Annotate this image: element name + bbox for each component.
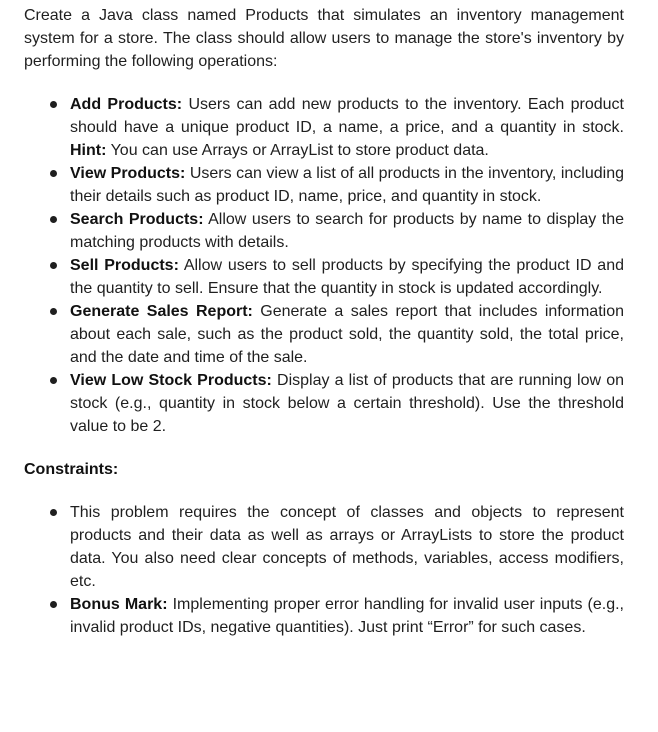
- list-item-search-products: [70, 208, 624, 254]
- list-item-add-products: [70, 93, 624, 162]
- operations-list: [24, 93, 624, 438]
- sell-products-label: Sell Products:: [70, 257, 179, 274]
- sales-report-text: Generate a sales report that includes information about each sale, such as the product sold, the quantity sold, the total price, and the date and time of the sale.: [70, 303, 624, 366]
- bonus-mark-label: Bonus Mark:: [70, 596, 168, 613]
- intro-paragraph: Create a Java class named Products that simulates an inventory management system for a store. The class should allow users to manage the store's inventory by performing the following operations:: [24, 7, 624, 70]
- list-item-sales-report: [70, 300, 624, 369]
- view-products-label: View Products:: [70, 165, 186, 182]
- document-page: [24, 4, 624, 639]
- search-products-text: Allow users to search for products by name to display the matching products with details.: [70, 211, 625, 251]
- view-products-text: Users can view a list of all products in the inventory, including their details such as product ID, name, price, and quantity in stock.: [70, 165, 624, 205]
- add-products-text: Users can add new products to the inventory. Each product should have a unique product ID, a name, a price, and a quantity in stock.: [70, 96, 625, 136]
- list-item-low-stock: [70, 369, 624, 438]
- hint-label: Hint:: [70, 142, 107, 159]
- constraints-heading-text: Constraints:: [24, 461, 119, 478]
- list-item-constraint-concepts: [70, 501, 624, 593]
- constraints-heading: [24, 458, 624, 481]
- low-stock-text: Display a list of products that are running low on stock (e.g., quantity in stock below a certain threshold). Use the threshold value to be 2.: [70, 372, 624, 435]
- search-products-label: Search Products:: [70, 211, 204, 228]
- list-item-sell-products: [70, 254, 624, 300]
- add-products-label: Add Products:: [70, 96, 183, 113]
- sales-report-label: Generate Sales Report:: [70, 303, 253, 320]
- low-stock-label: View Low Stock Products:: [70, 372, 272, 389]
- sell-products-text: Allow users to sell products by specifying the product ID and the quantity to sell. Ensure that the quantity in stock is updated accordingly.: [70, 257, 625, 297]
- constraint-concepts-text: This problem requires the concept of classes and objects to represent products and their data as well as arrays or ArrayLists to store the product data. You also need clear concepts of methods, variables, access modifiers, etc.: [70, 504, 624, 590]
- list-item-view-products: [70, 162, 624, 208]
- bonus-mark-text: Implementing proper error handling for invalid user inputs (e.g., invalid product IDs, negative quantities). Just print “Error” for such cases.: [70, 596, 624, 636]
- constraints-list: [24, 501, 624, 639]
- hint-text: You can use Arrays or ArrayList to store product data.: [106, 142, 489, 159]
- list-item-bonus-mark: [70, 593, 624, 639]
